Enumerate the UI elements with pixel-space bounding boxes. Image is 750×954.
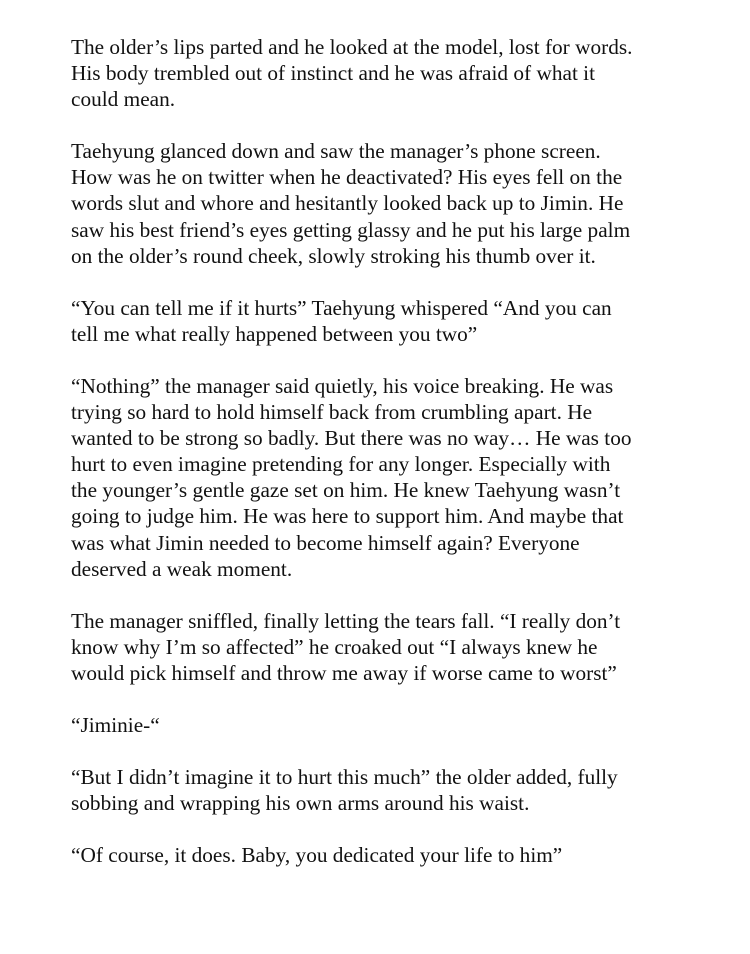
text-line: on the older’s round cheek, slowly stroking his thumb over it.	[71, 243, 596, 268]
story-text-page	[71, 34, 731, 894]
text-line: sobbing and wrapping his own arms around his waist.	[71, 791, 530, 816]
text-line: His body trembled out of instinct and he was afraid of what it	[71, 61, 596, 86]
text-line: words slut and whore and hesitantly looked back up to Jimin. He	[71, 191, 624, 216]
text-line: tell me what really happened between you two”	[71, 321, 478, 346]
paragraph-8	[71, 842, 731, 868]
text-line: “Nothing” the manager said quietly, his voice breaking. He was	[71, 373, 614, 398]
paragraph-7	[71, 764, 731, 816]
paragraph-1	[71, 34, 731, 112]
text-line: know why I’m so affected” he croaked out “I always knew he	[71, 634, 598, 659]
text-line: trying so hard to hold himself back from crumbling apart. He	[71, 400, 593, 425]
text-line: would pick himself and throw me away if worse came to worst”	[71, 660, 617, 685]
text-line: How was he on twitter when he deactivated? His eyes fell on the	[71, 165, 623, 190]
paragraph-4	[71, 373, 731, 582]
text-line: hurt to even imagine pretending for any longer. Especially with	[71, 452, 611, 477]
paragraph-2	[71, 138, 731, 268]
paragraph-5	[71, 608, 731, 686]
text-line: Taehyung glanced down and saw the manager’s phone screen.	[71, 139, 601, 164]
text-line: “Of course, it does. Baby, you dedicated your life to him”	[71, 843, 563, 868]
text-line: the younger’s gentle gaze set on him. He knew Taehyung wasn’t	[71, 478, 621, 503]
text-line: saw his best friend’s eyes getting glassy and he put his large palm	[71, 217, 631, 242]
text-line: was what Jimin needed to become himself again? Everyone	[71, 530, 580, 555]
text-line: “You can tell me if it hurts” Taehyung whispered “And you can	[71, 295, 612, 320]
text-line: “Jiminie-“	[71, 712, 160, 737]
text-line: deserved a weak moment.	[71, 556, 293, 581]
text-line: going to judge him. He was here to support him. And maybe that	[71, 504, 624, 529]
paragraph-6	[71, 712, 731, 738]
paragraph-3	[71, 295, 731, 347]
text-line: could mean.	[71, 87, 176, 112]
text-line: wanted to be strong so badly. But there was no way… He was too	[71, 426, 632, 451]
text-line: The older’s lips parted and he looked at the model, lost for words.	[71, 35, 633, 59]
text-line: “But I didn’t imagine it to hurt this much” the older added, fully	[71, 765, 618, 790]
text-line: The manager sniffled, finally letting the tears fall. “I really don’t	[71, 608, 621, 633]
